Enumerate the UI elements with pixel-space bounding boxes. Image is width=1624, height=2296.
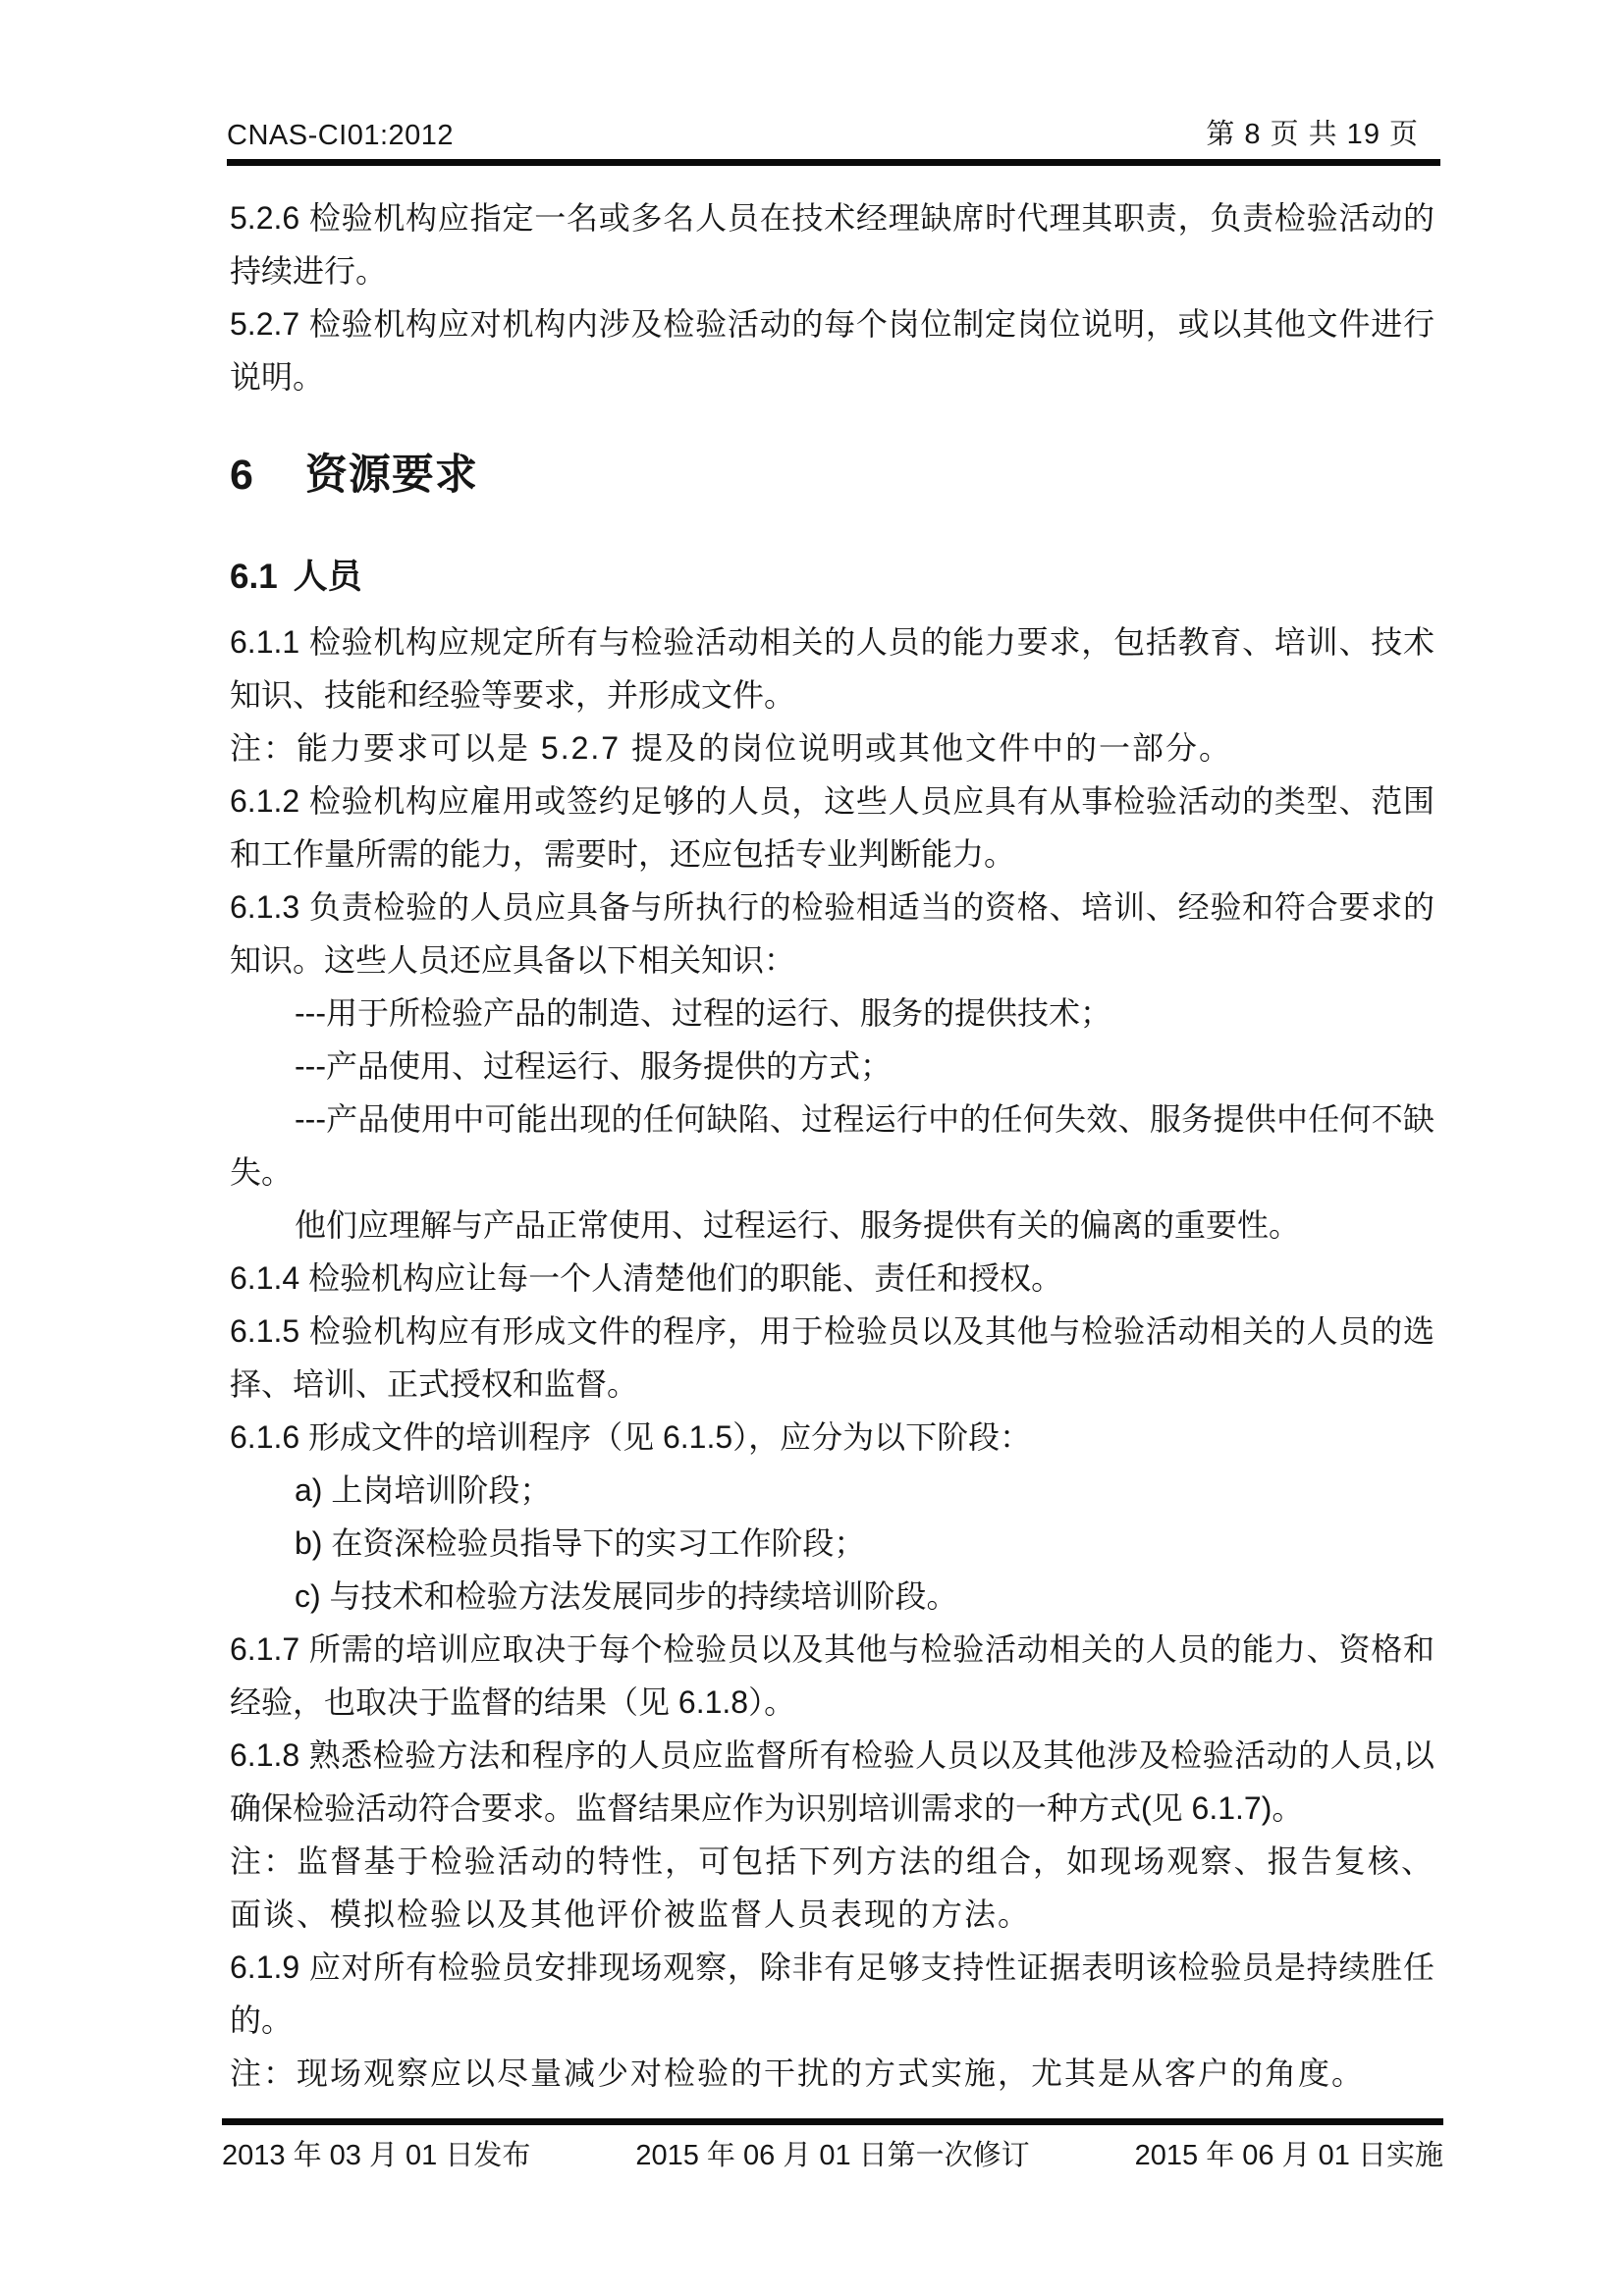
document-code: CNAS-CI01:2012 [227,120,455,151]
lettered-list-item: b) 在资深检验员指导下的实习工作阶段； [295,1525,866,1561]
clause-6-1-4-paragraph: 6.1.4 检验机构应让每一个人清楚他们的职能、责任和授权。 [230,1260,1063,1296]
note-paragraph: 注：现场观察应以尽量减少对检验的干扰的方式实施，尤其是从客户的角度。 [230,2056,1366,2091]
subsection-number: 6.1 [230,558,278,596]
clause-6-1-2-paragraph: 6.1.2 检验机构应雇用或签约足够的人员，这些人员应具有从事检验活动的类型、范围和工作量所需的能力，需要时，还应包括专业判断能力。 [230,783,1435,872]
clause-6-1-3-paragraph: 6.1.3 负责检验的人员应具备与所执行的检验相适当的资格、培训、经验和符合要求的知识。这些人员还应具备以下相关知识： [230,889,1435,978]
page-number: 第 8 页 共 19 页 [1206,119,1419,150]
section-heading [230,449,1435,502]
clause-6-1-5-paragraph: 6.1.5 检验机构应有形成文件的程序，用于检验员以及其他与检验活动相关的人员的选择、培训、正式授权和监督。 [230,1313,1435,1402]
footer-revised-date: 2015 年 06 月 01 日第一次修订 [635,2140,1030,2171]
clause-5-2-7-paragraph: 5.2.7 检验机构应对机构内涉及检验活动的每个岗位制定岗位说明，或以其他文件进行说明。 [230,306,1435,395]
clause-6-1-6-paragraph: 6.1.6 形成文件的培训程序（见 6.1.5），应分为以下阶段： [230,1419,1032,1455]
note-paragraph: 注：能力要求可以是 5.2.7 提及的岗位说明或其他文件中的一部分。 [230,730,1232,766]
dash-list-item: ---产品使用中可能出现的任何缺陷、过程运行中的任何失效、服务提供中任何不缺失。 [230,1101,1435,1190]
footer-issued-date: 2013 年 03 月 01 日发布 [222,2140,531,2171]
lettered-list-item: a) 上岗培训阶段； [295,1472,552,1508]
dash-list-item: ---产品使用、过程运行、服务提供的方式； [295,1048,892,1084]
clause-6-1-8-paragraph: 6.1.8 熟悉检验方法和程序的人员应监督所有检验人员以及其他涉及检验活动的人员,以确保检验活动符合要求。监督结果应作为识别培训需求的一种方式(见 6.1.7)。 [230,1737,1435,1826]
subsection-heading [230,551,1435,604]
footer-implemented-date: 2015 年 06 月 01 日实施 [1134,2140,1443,2171]
subsection-title: 人员 [293,558,362,596]
dash-list-item: ---用于所检验产品的制造、过程的运行、服务的提供技术； [295,995,1111,1031]
clause-6-1-7-paragraph: 6.1.7 所需的培训应取决于每个检验员以及其他与检验活动相关的人员的能力、资格和经验，也取决于监督的结果（见 6.1.8）。 [230,1631,1435,1720]
clause-6-1-9-paragraph: 6.1.9 应对所有检验员安排现场观察，除非有足够支持性证据表明该检验员是持续胜任的。 [230,1949,1435,2038]
indented-paragraph: 他们应理解与产品正常使用、过程运行、服务提供有关的偏离的重要性。 [295,1207,1301,1243]
section-number: 6 [230,452,254,499]
clause-5-2-6-paragraph: 5.2.6 检验机构应指定一名或多名人员在技术经理缺席时代理其职责，负责检验活动的持续进行。 [230,200,1435,289]
lettered-list-item: c) 与技术和检验方法发展同步的持续培训阶段。 [295,1578,958,1614]
clause-6-1-1-paragraph: 6.1.1 检验机构应规定所有与检验活动相关的人员的能力要求，包括教育、培训、技术知识、技能和经验等要求，并形成文件。 [230,624,1435,713]
note-paragraph: 注：监督基于检验活动的特性，可包括下列方法的组合，如现场观察、报告复核、面谈、模拟检验以及其他评价被监督人员表现的方法。 [230,1843,1435,1932]
document-body [230,191,1435,2100]
page-header [227,112,1440,166]
page-footer [222,2118,1443,2173]
section-title: 资源要求 [304,452,478,499]
